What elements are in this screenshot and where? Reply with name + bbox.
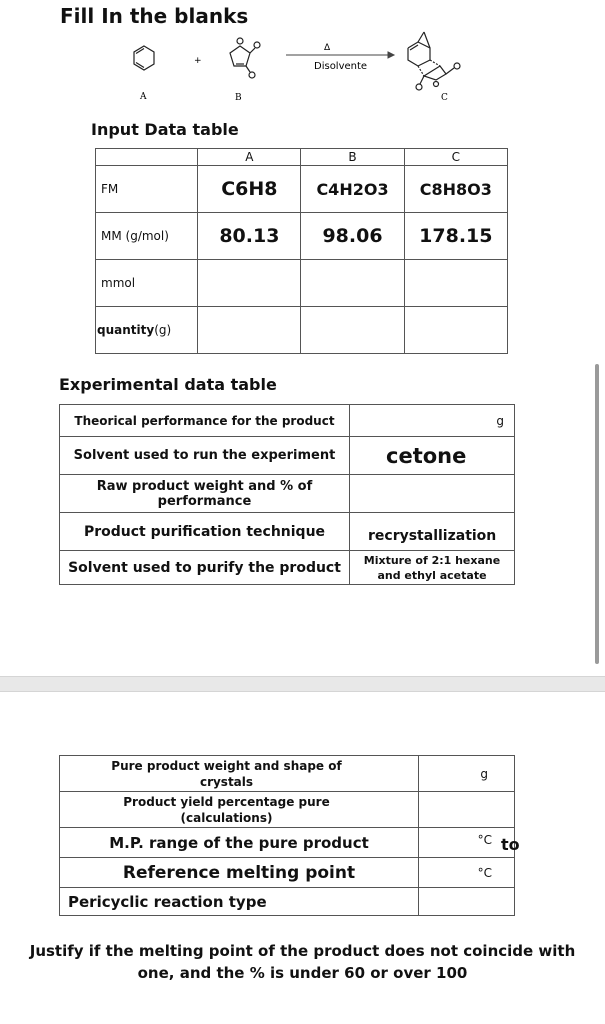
table-row bbox=[60, 405, 515, 437]
fm-b: C4H2O3 bbox=[301, 166, 404, 213]
table-row bbox=[96, 213, 508, 260]
mmol-b[interactable] bbox=[301, 260, 404, 307]
results-table bbox=[59, 755, 520, 916]
bicyclic-adduct-structure bbox=[408, 32, 460, 90]
unit-g: g bbox=[496, 413, 504, 428]
reference-mp-label: Reference melting point bbox=[60, 858, 419, 888]
quantity-unit: (g) bbox=[154, 323, 172, 337]
mm-a: 80.13 bbox=[198, 213, 301, 260]
unit-celsius: °C bbox=[477, 833, 492, 847]
pericyclic-type-value[interactable] bbox=[419, 888, 515, 916]
header-a: A bbox=[198, 149, 301, 166]
row-label-fm: FM bbox=[96, 166, 198, 213]
plus-sign: + bbox=[194, 56, 202, 66]
solvent-run-label: Solvent used to run the experiment bbox=[60, 437, 350, 475]
table-row bbox=[96, 260, 508, 307]
theoretical-performance-value[interactable] bbox=[350, 405, 515, 437]
header-empty bbox=[96, 149, 198, 166]
table-row bbox=[60, 792, 515, 828]
yield-percentage-label: Product yield percentage pure (calculations) bbox=[60, 792, 419, 828]
heat-symbol: Δ bbox=[324, 43, 331, 53]
purify-solvent-value: Mixture of 2:1 hexane and ethyl acetate bbox=[350, 551, 515, 585]
maleic-anhydride-structure bbox=[230, 38, 260, 78]
quantity-c[interactable] bbox=[404, 307, 507, 354]
unit-celsius: °C bbox=[477, 865, 492, 880]
label-b: B bbox=[235, 93, 242, 103]
row-label-mmol: mmol bbox=[96, 260, 198, 307]
mmol-c[interactable] bbox=[404, 260, 507, 307]
row-label-mm: MM (g/mol) bbox=[96, 213, 198, 260]
input-data-table bbox=[95, 148, 508, 354]
solvent-label: Disolvente bbox=[314, 61, 368, 72]
cyclohexadiene-structure bbox=[134, 46, 154, 70]
pure-weight-value[interactable] bbox=[419, 756, 515, 792]
purification-technique-value: recrystallization bbox=[350, 513, 515, 551]
pericyclic-type-label: Pericyclic reaction type bbox=[60, 888, 419, 916]
fm-c: C8H8O3 bbox=[404, 166, 507, 213]
solvent-run-value: cetone bbox=[350, 437, 515, 475]
quantity-b[interactable] bbox=[301, 307, 404, 354]
raw-weight-label: Raw product weight and % of performance bbox=[60, 475, 350, 513]
theoretical-performance-label: Theorical performance for the product bbox=[60, 405, 350, 437]
reaction-scheme bbox=[118, 28, 488, 104]
table-row bbox=[96, 166, 508, 213]
table-row bbox=[60, 756, 515, 792]
table-row bbox=[60, 551, 515, 585]
yield-percentage-value[interactable] bbox=[419, 792, 515, 828]
input-table-title: Input Data table bbox=[91, 120, 239, 139]
page-title: Fill In the blanks bbox=[60, 4, 249, 28]
table-row bbox=[60, 858, 515, 888]
header-row bbox=[96, 149, 508, 166]
table-row bbox=[60, 828, 515, 858]
pure-weight-label: Pure product weight and shape of crystals bbox=[60, 756, 419, 792]
header-b: B bbox=[301, 149, 404, 166]
quantity-label: quantity bbox=[97, 323, 155, 337]
experimental-data-table bbox=[59, 404, 515, 585]
purification-technique-label: Product purification technique bbox=[60, 513, 350, 551]
purify-solvent-label: Solvent used to purify the product bbox=[60, 551, 350, 585]
unit-g: g bbox=[480, 766, 488, 781]
mp-range-value[interactable] bbox=[419, 828, 520, 858]
reference-mp-value[interactable] bbox=[419, 858, 515, 888]
fm-a: C6H8 bbox=[198, 166, 301, 213]
quantity-a[interactable] bbox=[198, 307, 301, 354]
label-a: A bbox=[140, 92, 147, 102]
mp-range-label: M.P. range of the pure product bbox=[60, 828, 419, 858]
table-row bbox=[60, 513, 515, 551]
reaction-arrow bbox=[286, 52, 394, 58]
raw-weight-value[interactable] bbox=[350, 475, 515, 513]
mmol-a[interactable] bbox=[198, 260, 301, 307]
label-c: C bbox=[441, 93, 448, 103]
row-label-quantity bbox=[96, 307, 198, 354]
scrollbar[interactable] bbox=[595, 364, 599, 664]
mm-b: 98.06 bbox=[301, 213, 404, 260]
table-row bbox=[96, 307, 508, 354]
experimental-table-title: Experimental data table bbox=[59, 375, 277, 394]
justify-instruction: Justify if the melting point of the product does not coincide with one, and the % is under 60 or over 100 bbox=[29, 942, 576, 982]
mm-c: 178.15 bbox=[404, 213, 507, 260]
table-row bbox=[60, 437, 515, 475]
header-c: C bbox=[404, 149, 507, 166]
table-row bbox=[60, 888, 515, 916]
mp-range-to: to bbox=[501, 835, 520, 854]
page-divider bbox=[0, 676, 605, 692]
table-row bbox=[60, 475, 515, 513]
